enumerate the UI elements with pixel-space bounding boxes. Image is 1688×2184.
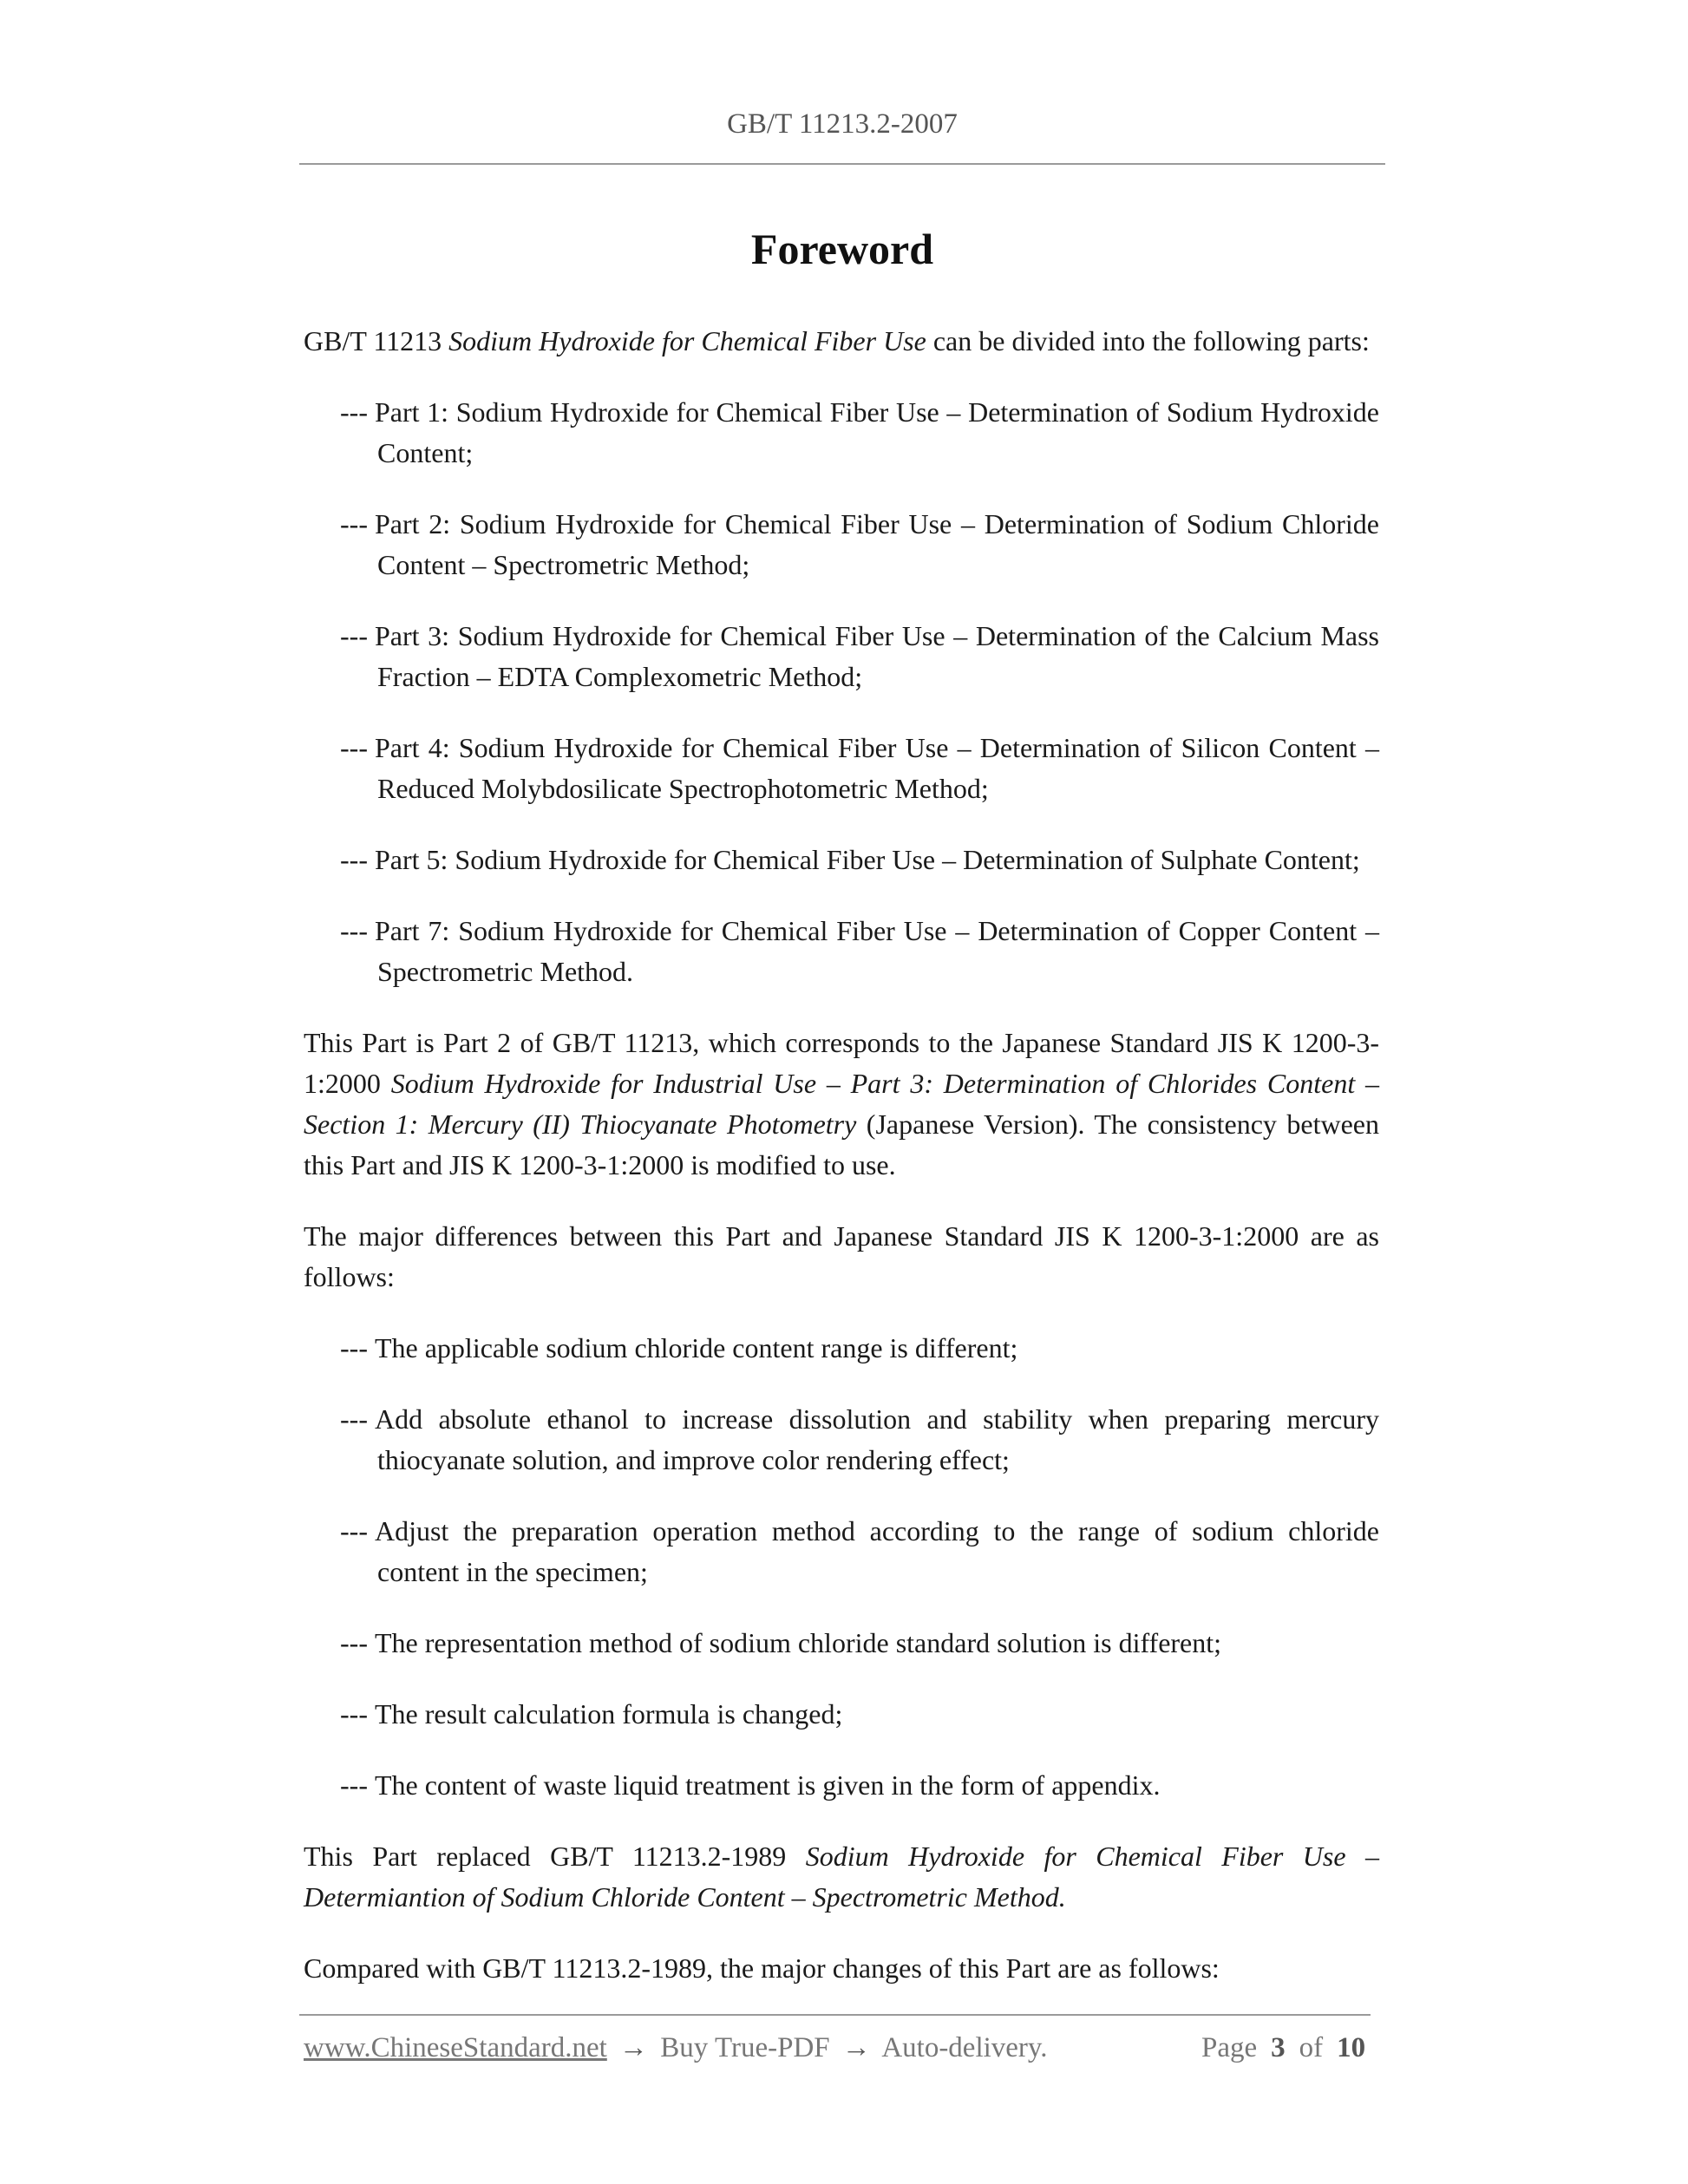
correspondence-paragraph: This Part is Part 2 of GB/T 11213, which corresponds to the Japanese Standard JIS K 1200-3-1:2000 Sodium Hydroxide for Industrial Use – Part 3: Determination of Chlorides Content – Section 1: Mercury (II) Thiocyanate Photometry (Japanese Version). The consistency between this Part and JIS K 1200-3-1:2000 is modified to use. xyxy=(304,1027,1380,1180)
intro-text: GB/T 11213 xyxy=(304,325,449,356)
arrow-right-icon: → xyxy=(619,2032,649,2063)
list-item: --- Part 4: Sodium Hydroxide for Chemical Fiber Use – Determination of Silicon Content – Reduced Molybdosilicate Spectrophotometric Method; xyxy=(340,732,1379,804)
page-of-label: of xyxy=(1299,2032,1324,2063)
list-item: --- The representation method of sodium chloride standard solution is different; xyxy=(340,1627,1222,1658)
page-header: GB/T 11213.2-2007 xyxy=(727,108,958,140)
page-indicator xyxy=(1201,2032,1365,2064)
footer-divider xyxy=(299,2014,1371,2016)
differences-intro: The major differences between this Part and Japanese Standard JIS K 1200-3-1:2000 are as follows: xyxy=(304,1220,1379,1292)
arrow-right-icon: → xyxy=(841,2032,871,2063)
intro-paragraph xyxy=(304,321,1379,362)
website-link[interactable]: www.ChineseStandard.net xyxy=(304,2032,607,2063)
page-title: Foreword xyxy=(750,225,934,273)
changes-intro: Compared with GB/T 11213.2-1989, the major changes of this Part are as follows: xyxy=(304,1952,1220,1984)
list-item: --- The applicable sodium chloride content range is different; xyxy=(340,1332,1018,1363)
list-item: --- Part 5: Sodium Hydroxide for Chemical Fiber Use – Determination of Sulphate Content; xyxy=(340,844,1360,875)
differences-list xyxy=(304,1328,1379,1806)
list-item: --- Part 2: Sodium Hydroxide for Chemical Fiber Use – Determination of Sodium Chloride Content – Spectrometric Method; xyxy=(340,508,1379,580)
document-body xyxy=(304,321,1379,2019)
intro-title-italic: Sodium Hydroxide for Chemical Fiber Use xyxy=(448,325,926,356)
list-item: --- Part 7: Sodium Hydroxide for Chemical Fiber Use – Determination of Copper Content – Spectrometric Method. xyxy=(340,915,1379,987)
list-item: --- The result calculation formula is changed; xyxy=(340,1698,843,1730)
total-pages-number: 10 xyxy=(1337,2032,1366,2063)
list-item: --- Adjust the preparation operation method according to the range of sodium chloride content in the specimen; xyxy=(340,1515,1379,1587)
parts-list xyxy=(304,392,1379,992)
header-divider xyxy=(299,163,1385,165)
current-page-number: 3 xyxy=(1271,2032,1286,2063)
auto-delivery-text: Auto-delivery. xyxy=(881,2032,1048,2063)
list-item: --- Part 1: Sodium Hydroxide for Chemical Fiber Use – Determination of Sodium Hydroxide Content; xyxy=(340,396,1379,468)
list-item: --- The content of waste liquid treatment is given in the form of appendix. xyxy=(340,1769,1161,1801)
page-label: Page xyxy=(1201,2032,1258,2063)
list-item: --- Add absolute ethanol to increase dissolution and stability when preparing mercury thiocyanate solution, and improve color rendering effect; xyxy=(340,1403,1379,1475)
buy-pdf-text: Buy True-PDF xyxy=(660,2032,830,2063)
intro-text-end: can be divided into the following parts: xyxy=(926,325,1370,356)
footer-promo xyxy=(304,2032,1048,2064)
list-item: --- Part 3: Sodium Hydroxide for Chemical Fiber Use – Determination of the Calcium Mass Fraction – EDTA Complexometric Method; xyxy=(340,620,1379,692)
replaced-paragraph: This Part replaced GB/T 11213.2-1989 Sodium Hydroxide for Chemical Fiber Use – Determiantion of Sodium Chloride Content – Spectrometric Method. xyxy=(304,1841,1380,1913)
